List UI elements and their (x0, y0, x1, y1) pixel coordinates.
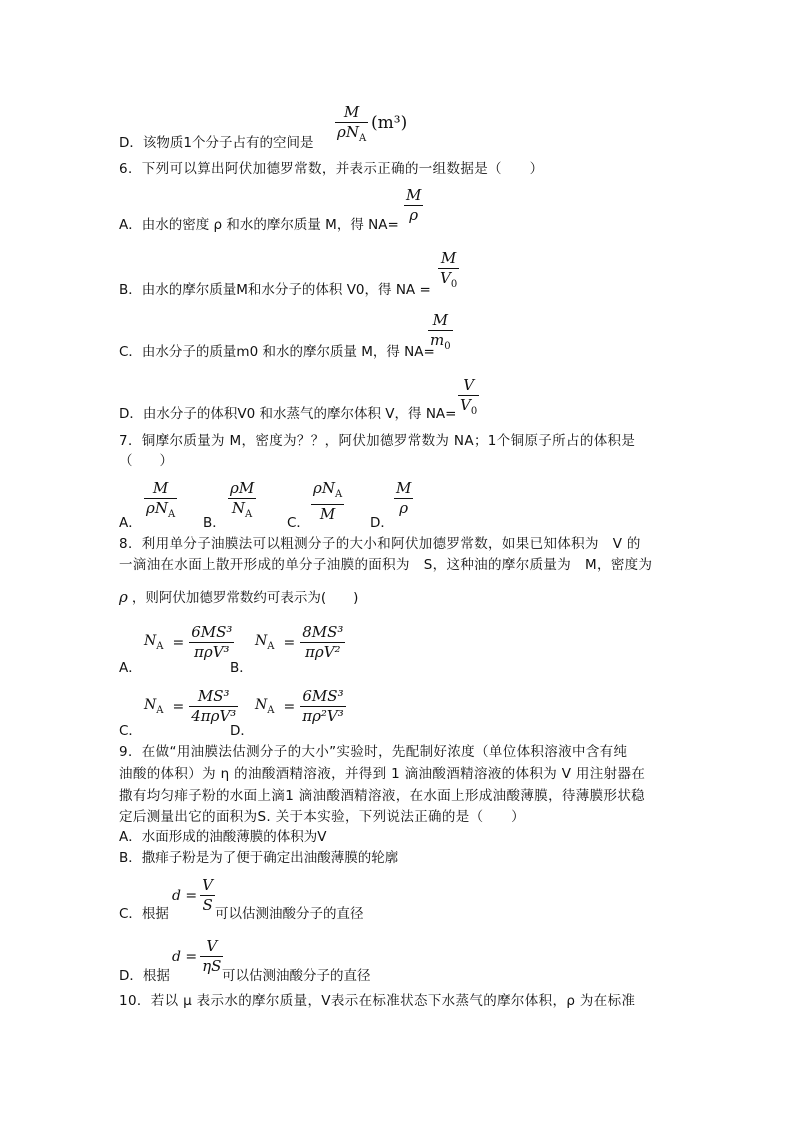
q9-stem-line1: 9．在做“用油膜法估测分子的大小”实验时，先配制好浓度（单位体积溶液中含有纯 (119, 744, 628, 760)
q6-option-c: C．由水分子的质量m0 和水的摩尔质量 M，得 NA= (119, 344, 435, 360)
rho-symbol: ρ (119, 588, 128, 606)
q8-stem-line1: 8．利用单分子油膜法可以粗测分子的大小和阿伏加德罗常数，如果已知体积为 V 的 (119, 536, 641, 552)
q6-b-fraction (438, 250, 459, 293)
denominator: πρV³ (194, 643, 230, 661)
n: N (144, 633, 157, 650)
denominator: S (202, 896, 213, 914)
numerator: MS³ (197, 687, 230, 705)
q8-b-formula (255, 624, 345, 661)
q6-option-d: D．由水分子的体积V0 和水蒸气的摩尔体积 V，得 NA= (119, 406, 457, 422)
q6-d-fraction (458, 377, 479, 420)
n-sub: A (334, 489, 343, 500)
denominator: ρ (399, 499, 409, 517)
denominator-sub: 0 (450, 279, 458, 290)
q7-c-fraction (311, 480, 344, 523)
q8-label-d: D． (230, 723, 254, 739)
lhs: d = (172, 887, 198, 904)
q6-stem: 6．下列可以算出阿伏加德罗常数，并表示正确的一组数据是（ ） (119, 161, 544, 177)
q7-stem-paren: （ ） (119, 453, 173, 469)
n: N (154, 499, 168, 517)
q9-option-c-tail: 可以估测油酸分子的直径 (215, 906, 364, 922)
n: N (231, 499, 246, 517)
q9-option-d-tail: 可以估测油酸分子的直径 (222, 968, 371, 984)
q6-option-b: B．由水的摩尔质量M和水分子的体积 V0，得 NA = (119, 282, 431, 298)
m: M (238, 479, 255, 497)
q6-a-fraction (404, 187, 423, 224)
q8-stem-line3 (119, 587, 358, 608)
q9-d-formula (172, 938, 223, 975)
q8-label-c: C． (119, 723, 142, 739)
n-sub: A (245, 509, 253, 520)
numerator: 8MS³ (302, 623, 344, 641)
q9-option-d-label: D．根据 (119, 968, 170, 984)
q7-d-fraction (394, 480, 413, 517)
q5-unit: (m³) (371, 113, 408, 133)
rho: ρ (337, 123, 346, 141)
q8-stem-line2: 一滴油在水面上散开形成的单分子油膜的面积为 S，这种油的摩尔质量为 M，密度为 (119, 557, 653, 573)
q9-stem-line3: 撒有均匀痱子粉的水面上滴1 滴油酸酒精溶液，在水面上形成油酸薄膜，待薄膜形状稳 (119, 788, 646, 804)
rho: ρ (146, 499, 155, 517)
q7-b-fraction (228, 480, 256, 523)
numerator: M (432, 311, 448, 329)
n: N (255, 633, 268, 650)
q7-label-c: C． (287, 515, 310, 531)
q9-c-formula (172, 877, 215, 914)
denominator-sub: 0 (470, 406, 478, 417)
q9-stem-line2: 油酸的体积）为 η 的油酸酒精溶液，并得到 1 滴油酸酒精溶液的体积为 V 用注射器在 (119, 766, 646, 782)
q6-c-fraction (428, 312, 453, 355)
q9-option-c-label: C．根据 (119, 906, 169, 922)
q9-option-a: A．水面形成的油酸薄膜的体积为V (119, 829, 327, 845)
n-sub: A (156, 704, 164, 716)
q7-stem: 7．铜摩尔质量为 M，密度为？？，阿伏加德罗常数为 NA；1个铜原子所占的体积是 (119, 433, 636, 449)
n: N (255, 697, 268, 714)
numerator: M (152, 479, 169, 497)
q8-c-formula (144, 688, 238, 725)
n-sub: A (267, 704, 275, 716)
denominator-sub: 0 (444, 341, 451, 352)
numerator: 6MS³ (302, 687, 344, 705)
q9-stem-line4: 定后测量出它的面积为S. 关于本实验，下列说法正确的是（ ） (119, 809, 526, 825)
q8-label-a: A． (119, 660, 142, 676)
n: N (144, 697, 157, 714)
q7-a-fraction (144, 480, 177, 523)
n-sub: A (167, 509, 176, 520)
n: N (345, 123, 359, 141)
equals: = (172, 698, 185, 715)
n-sub: A (156, 640, 164, 652)
numerator: V (202, 876, 213, 894)
n-sub: A (267, 640, 275, 652)
denominator: ρ (409, 206, 419, 224)
denominator: πρV² (305, 643, 341, 661)
denominator: V (460, 396, 471, 414)
q7-label-a: A． (119, 515, 142, 531)
rho: ρ (230, 479, 239, 497)
n-sub: A (358, 133, 367, 144)
numerator: M (396, 479, 412, 497)
denominator: M (319, 505, 336, 523)
numerator: M (440, 249, 457, 267)
equals: = (283, 634, 296, 651)
numerator: 6MS³ (191, 623, 233, 641)
denominator: πρ²V³ (302, 707, 344, 725)
numerator: V (206, 937, 218, 955)
q8-label-b: B． (230, 660, 253, 676)
q8-stem-tail: ，则阿伏加德罗常数约可表示为( ) (131, 590, 359, 606)
denominator: V (440, 269, 451, 287)
rho: ρ (313, 479, 322, 497)
q8-a-formula (144, 624, 234, 661)
q5-option-d: D．该物质1个分子占有的空间是 (119, 135, 314, 151)
lhs: d = (172, 948, 198, 965)
denominator: 4πρV³ (191, 707, 237, 725)
q8-d-formula (255, 688, 346, 725)
n: N (321, 479, 335, 497)
equals: = (172, 634, 185, 651)
denominator: ηS (202, 957, 222, 975)
q7-label-d: D． (370, 515, 394, 531)
q5-d-fraction (335, 104, 368, 147)
numerator: M (406, 186, 422, 204)
equals: = (283, 698, 296, 715)
q7-label-b: B． (203, 515, 226, 531)
numerator: M (343, 103, 360, 121)
q10-stem: 10．若以 μ 表示水的摩尔质量，V表示在标准状态下水蒸气的摩尔体积，ρ 为在标准 (119, 993, 636, 1009)
q9-option-b: B．撒痱子粉是为了便于确定出油酸薄膜的轮廓 (119, 850, 399, 866)
denominator: m (430, 331, 445, 349)
numerator: V (463, 376, 475, 394)
q6-option-a: A．由水的密度 ρ 和水的摩尔质量 M，得 NA= (119, 217, 399, 233)
